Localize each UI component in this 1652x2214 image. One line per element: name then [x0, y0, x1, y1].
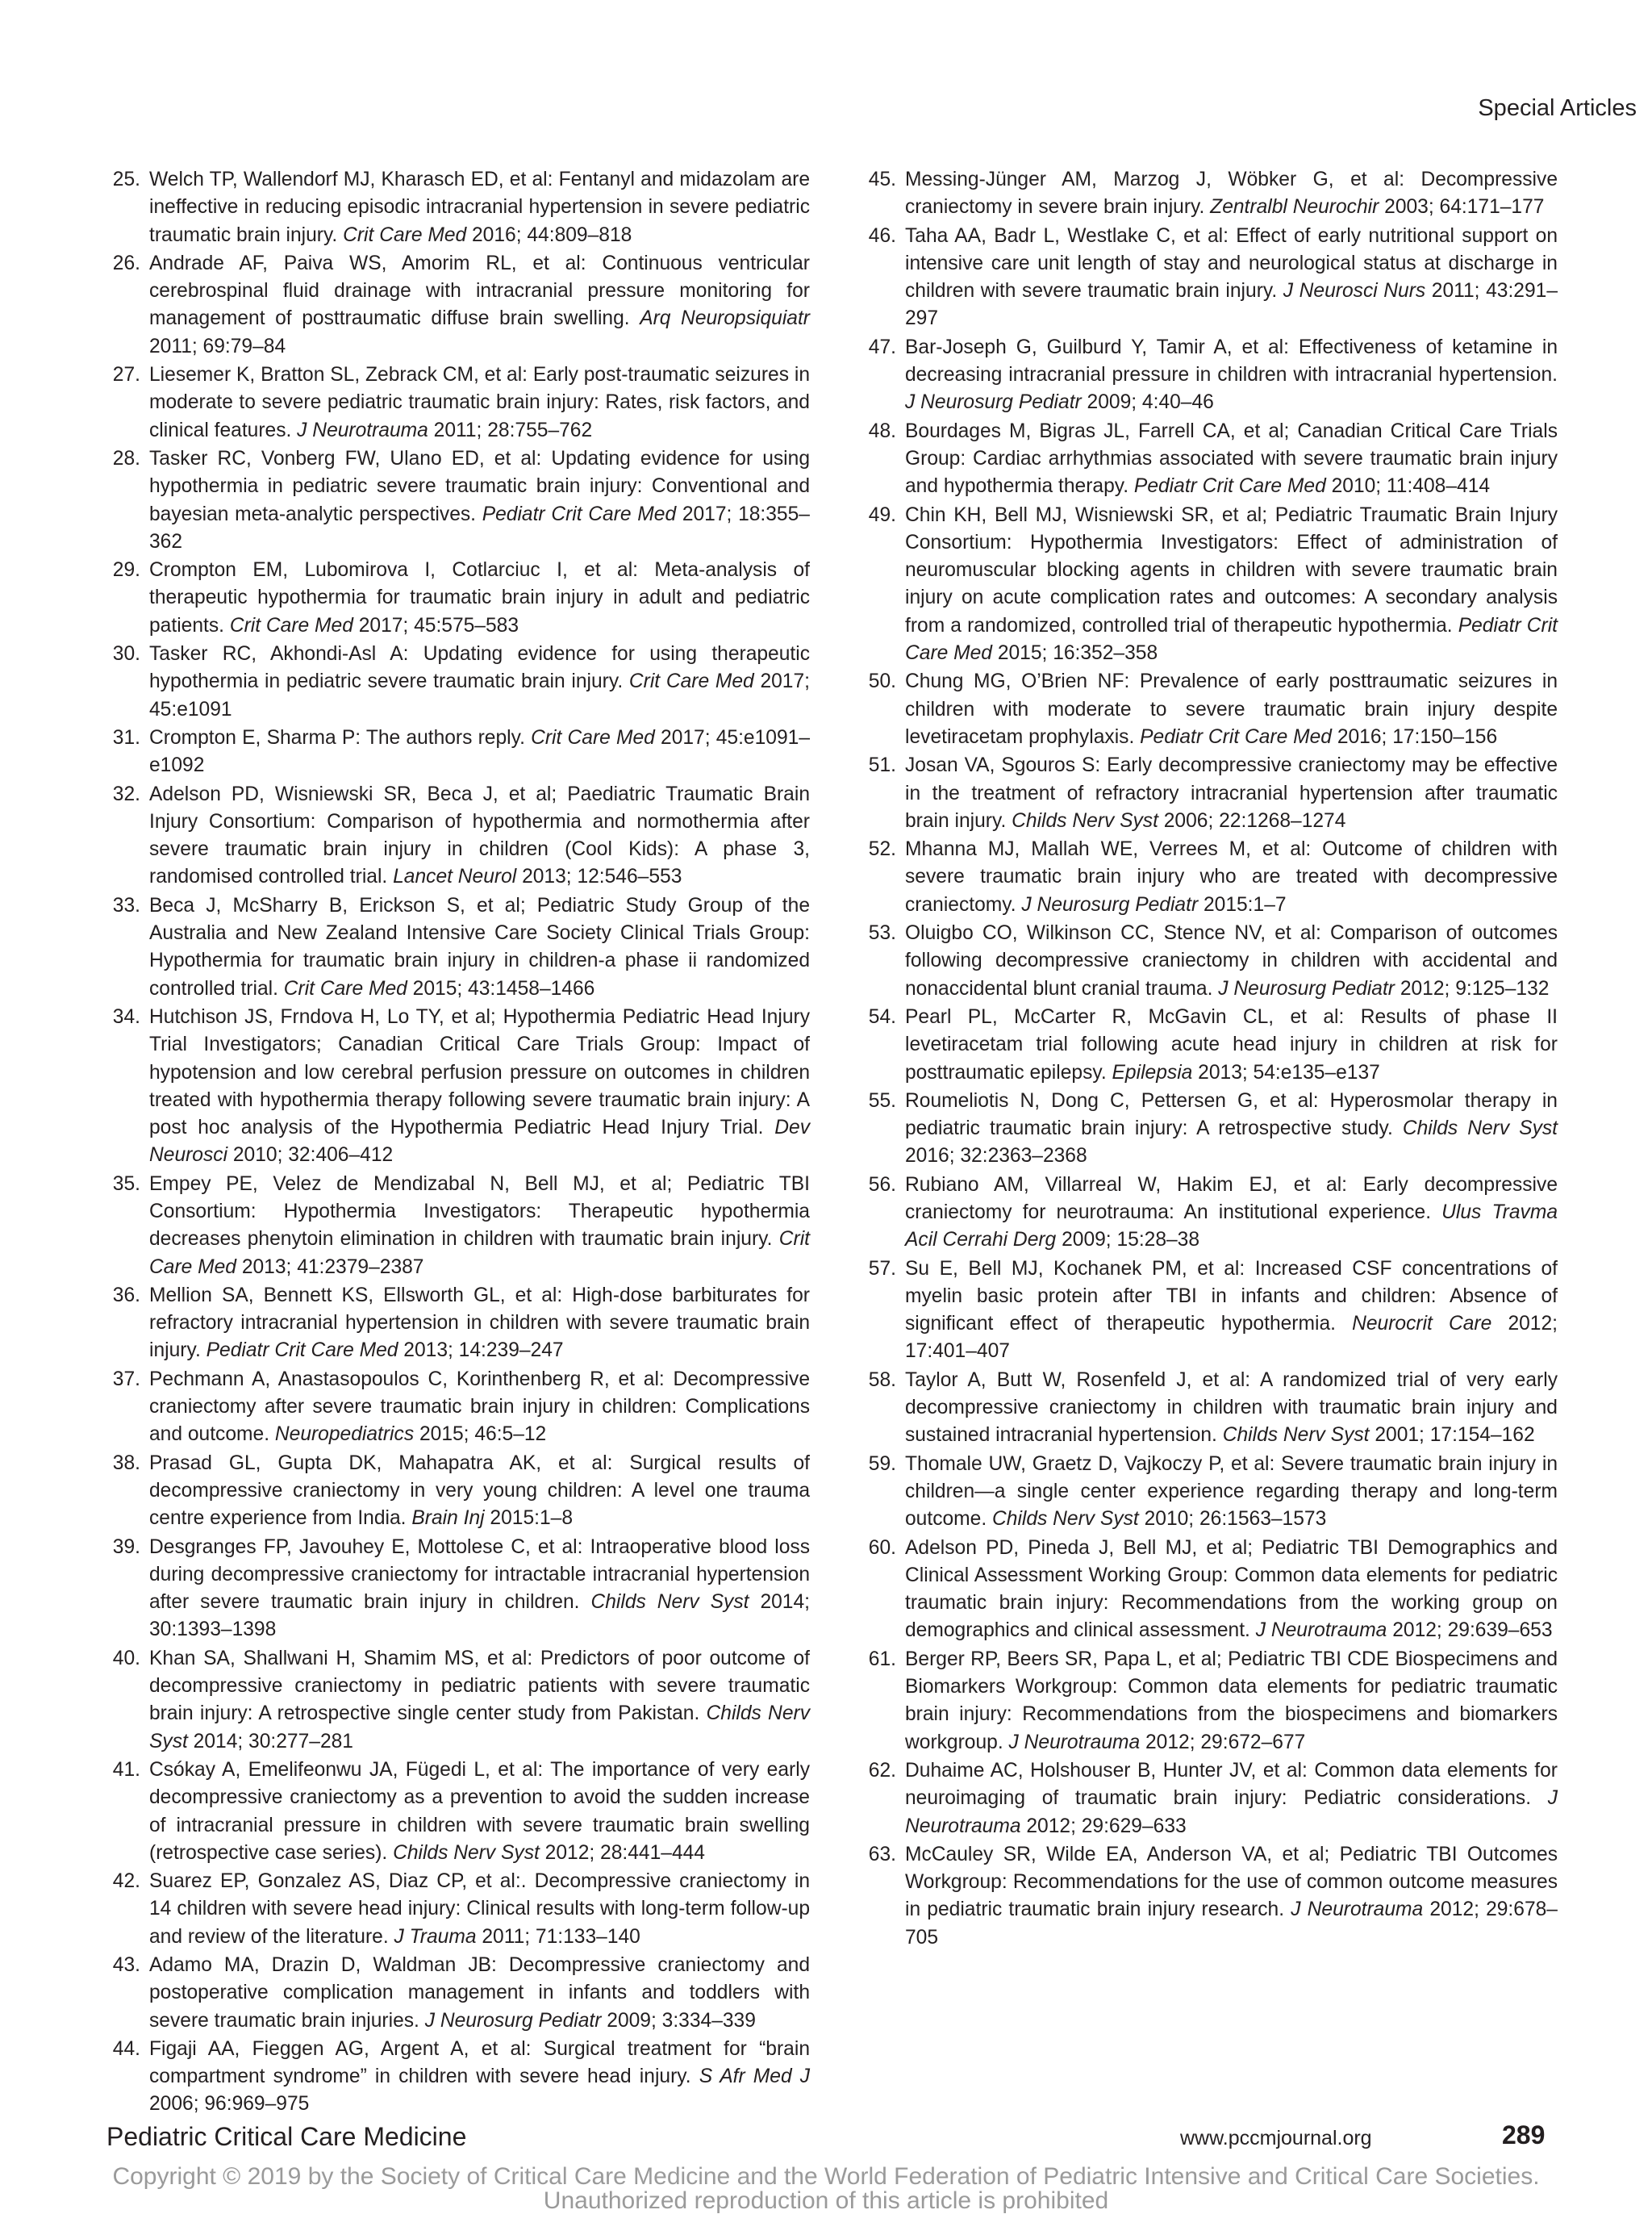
reference-item: [864, 223, 1558, 333]
reference-citation: 2015; 46:5–12: [414, 1423, 547, 1446]
reference-number: 34.: [112, 1005, 140, 1028]
reference-item: [108, 1952, 810, 2035]
reference-item: [864, 1172, 1558, 1255]
reference-number: 41.: [112, 1758, 140, 1781]
reference-item: [108, 1171, 810, 1281]
reference-journal: Epilepsia: [1112, 1061, 1193, 1084]
reference-journal: Lancet Neurol: [393, 866, 517, 888]
reference-journal: J Neurosci Nurs: [1283, 280, 1426, 303]
reference-body: [149, 725, 810, 780]
reference-item: [864, 1451, 1558, 1534]
reference-journal: Neuropediatrics: [274, 1423, 415, 1446]
reference-number: 32.: [112, 783, 140, 805]
reference-journal: Crit Care Med: [531, 726, 655, 749]
reference-item: [108, 1004, 810, 1170]
reference-body: [905, 836, 1558, 919]
reference-body: [905, 1646, 1558, 1757]
reference-body: [905, 502, 1558, 668]
reference-number: 28.: [112, 447, 140, 470]
reference-citation: 2017; 18:355–362: [149, 503, 810, 553]
reference-journal: Pediatr Crit Care Med: [905, 614, 1558, 665]
reference-item: [108, 1450, 810, 1533]
reference-citation: 2012; 17:401–407: [905, 1313, 1558, 1363]
copyright-notice: [0, 2165, 1652, 2213]
reference-text: Crompton EM, Lubomirova I, Cotlarciuc I, et al: Meta-analysis of therapeutic hypothermia for traumatic brain injury in adult and pediatric patients.: [149, 559, 810, 637]
reference-item: [108, 445, 810, 556]
reference-item: [864, 1535, 1558, 1645]
reference-journal: Childs Nerv Syst: [1012, 809, 1158, 832]
reference-citation: 2012; 29:639–653: [1387, 1619, 1553, 1642]
reference-body: [905, 1757, 1558, 1840]
reference-citation: 2009; 15:28–38: [1056, 1229, 1200, 1251]
reference-body: [905, 1172, 1558, 1255]
reference-text: Pearl PL, McCarter R, McGavin CL, et al: Results of phase II levetiracetam trial following acute head injury in children at risk for posttraumatic epilepsy.: [905, 1005, 1558, 1084]
reference-number: 49.: [868, 503, 896, 526]
reference-journal: Pediatr Crit Care Med: [206, 1339, 398, 1362]
reference-citation: 2009; 3:334–339: [601, 2009, 756, 2032]
references-column-right: [864, 166, 1558, 1953]
reference-body: [905, 1088, 1558, 1171]
reference-journal: Pediatr Crit Care Med: [1140, 725, 1332, 748]
reference-journal: Brain Inj: [411, 1507, 485, 1530]
reference-text: Bourdages M, Bigras JL, Farrell CA, et al; Canadian Critical Care Trials Group: Cardiac arrhythmias associated with severe traumatic brain injury and hypothermia therapy.: [905, 420, 1558, 498]
reference-text: Duhaime AC, Holshouser B, Hunter JV, et al: Common data elements for neuroimaging of traumatic brain injury: Pediatric considerations.: [905, 1759, 1558, 1810]
reference-citation: 2012; 29:629–633: [1020, 1815, 1187, 1837]
reference-text: Empey PE, Velez de Mendizabal N, Bell MJ, et al; Pediatric TBI Consortium: Hypothermia Investigators: Therapeutic hypothermia decreases phenytoin elimination in children with traumatic brain injury.: [149, 1172, 810, 1251]
reference-citation: 2006; 96:969–975: [149, 2093, 310, 2116]
reference-citation: 2014; 30:277–281: [187, 1730, 353, 1752]
reference-item: [864, 668, 1558, 751]
footer-journal-name: Pediatric Critical Care Medicine: [106, 2122, 467, 2151]
reference-number: 30.: [112, 643, 140, 666]
reference-text: Hutchison JS, Frndova H, Lo TY, et al; Hypothermia Pediatric Head Injury Trial Investigators; Canadian Critical Care Trials Group: Impact of hypotension and low cerebral perfusion pressure on outcomes in children treated with hypothermia therapy following severe traumatic brain injury: A post hoc analysis of the Hypothermia Pediatric Head Injury Trial.: [149, 1005, 810, 1139]
reference-body: [905, 334, 1558, 417]
references-column-left: [108, 166, 810, 2120]
reference-text: Adelson PD, Wisniewski SR, Beca J, et al; Paediatric Traumatic Brain Injury Consortium: Comparison of hypothermia and normothermia after severe traumatic brain injury in children (Cool Kids): A phase 3, randomised controlled trial.: [149, 783, 810, 888]
reference-citation: 2016; 44:809–818: [466, 223, 632, 246]
reference-journal: J Neurosurg Pediatr: [1021, 893, 1199, 916]
reference-item: [108, 641, 810, 724]
reference-text: Taylor A, Butt W, Rosenfeld J, et al: A randomized trial of very early decompressive craniectomy in children with traumatic brain injury and sustained intracranial hypertension.: [905, 1368, 1558, 1447]
reference-number: 62.: [868, 1759, 896, 1782]
reference-body: [149, 445, 810, 556]
reference-number: 57.: [868, 1257, 896, 1280]
reference-body: [149, 166, 810, 249]
reference-number: 51.: [868, 754, 896, 777]
reference-number: 33.: [112, 894, 140, 917]
reference-journal: J Neurotrauma: [297, 419, 428, 441]
reference-citation: 2013; 41:2379–2387: [236, 1255, 424, 1278]
reference-item: [864, 502, 1558, 668]
reference-journal: J Neurotrauma: [1255, 1619, 1387, 1642]
reference-number: 55.: [868, 1089, 896, 1112]
reference-citation: 2017; 45:e1091: [149, 670, 810, 721]
reference-text: Figaji AA, Fieggen AG, Argent A, et al: Surgical treatment for “brain compartment syndrome” in children with severe head injury.: [149, 2037, 810, 2088]
reference-body: [149, 2036, 810, 2119]
reference-text: Berger RP, Beers SR, Papa L, et al; Pediatric TBI CDE Biospecimens and Biomarkers Workgroup: Common data elements for pediatric traumatic brain injury: Recommendations from the biospecimens and biomarkers workgroup.: [905, 1648, 1558, 1753]
reference-number: 46.: [868, 224, 896, 247]
reference-item: [864, 1646, 1558, 1757]
reference-number: 38.: [112, 1452, 140, 1474]
reference-journal: Childs Nerv Syst: [149, 1702, 810, 1752]
reference-journal: J Neurotrauma: [905, 1787, 1558, 1837]
reference-item: [108, 361, 810, 445]
reference-item: [108, 250, 810, 361]
reference-body: [905, 1841, 1558, 1952]
reference-journal: J Neurotrauma: [1291, 1899, 1424, 1921]
reference-journal: Crit Care Med: [229, 614, 353, 637]
reference-body: [905, 1535, 1558, 1645]
reference-item: [108, 1757, 810, 1867]
reference-number: 54.: [868, 1005, 896, 1028]
reference-journal: J Trauma: [394, 1925, 477, 1948]
reference-citation: 2014; 30:1393–1398: [149, 1591, 810, 1641]
reference-text: Josan VA, Sgouros S: Early decompressive craniectomy may be effective in the treatment of refractory intracranial hypertension after traumatic brain injury.: [905, 754, 1558, 832]
reference-citation: 2015; 43:1458–1466: [407, 977, 595, 1000]
reference-text: Tasker RC, Vonberg FW, Ulano ED, et al: Updating evidence for using hypothermia in pediatric severe traumatic brain injury: Conventional and bayesian meta-analytic perspectives.: [149, 447, 810, 525]
reference-citation: 2011; 71:133–140: [476, 1925, 640, 1948]
reference-journal: Arq Neuropsiquiatr: [640, 307, 810, 330]
reference-number: 50.: [868, 670, 896, 693]
reference-citation: 2015:1–8: [484, 1507, 574, 1530]
reference-text: Adamo MA, Drazin D, Waldman JB: Decompressive craniectomy and postoperative complication management in infants and toddlers with severe traumatic brain injuries.: [149, 1954, 810, 2032]
reference-body: [905, 223, 1558, 333]
reference-citation: 2013; 54:e135–e137: [1192, 1061, 1380, 1084]
reference-journal: S Afr Med J: [699, 2066, 810, 2088]
reference-journal: Childs Nerv Syst: [1402, 1117, 1558, 1140]
reference-citation: 2017; 45:575–583: [353, 614, 519, 637]
reference-journal: Ulus Travma Acil Cerrahi Derg: [905, 1201, 1558, 1251]
reference-item: [108, 892, 810, 1003]
reference-text: Prasad GL, Gupta DK, Mahapatra AK, et al: Surgical results of decompressive craniectomy in very young children: A level one trauma centre experience from India.: [149, 1452, 810, 1530]
reference-text: Roumeliotis N, Dong C, Pettersen G, et al: Hyperosmolar therapy in pediatric traumatic brain injury: A retrospective study.: [905, 1089, 1558, 1140]
reference-citation: 2012; 28:441–444: [539, 1841, 705, 1864]
reference-journal: Childs Nerv Syst: [393, 1841, 540, 1864]
reference-citation: 2015; 16:352–358: [991, 642, 1158, 665]
reference-number: 36.: [112, 1284, 140, 1306]
reference-journal: Crit Care Med: [283, 977, 407, 1000]
reference-body: [149, 641, 810, 724]
reference-number: 48.: [868, 420, 896, 442]
reference-body: [149, 1004, 810, 1170]
reference-text: Beca J, McSharry B, Erickson S, et al; Pediatric Study Group of the Australia and New Zealand Intensive Care Society Clinical Trials Group: Hypothermia for traumatic brain injury in children-a phase ii randomized controlled trial.: [149, 894, 810, 1000]
reference-citation: 2013; 12:546–553: [516, 866, 682, 888]
reference-item: [108, 166, 810, 249]
reference-journal: Crit Care Med: [149, 1228, 810, 1278]
reference-item: [864, 166, 1558, 222]
reference-journal: Crit Care Med: [628, 670, 754, 693]
reference-citation: 2015:1–7: [1198, 893, 1287, 916]
reference-text: Chung MG, O’Brien NF: Prevalence of early posttraumatic seizures in children with moderate to severe traumatic brain injury despite levetiracetam prophylaxis.: [905, 670, 1558, 748]
reference-body: [149, 1868, 810, 1951]
reference-body: [149, 1952, 810, 2035]
reference-body: [905, 418, 1558, 501]
reference-item: [864, 1004, 1558, 1087]
reference-body: [149, 1645, 810, 1756]
reference-item: [108, 781, 810, 892]
reference-body: [905, 1255, 1558, 1366]
page-number: 289: [1502, 2120, 1546, 2149]
reference-number: 25.: [112, 169, 140, 190]
reference-number: 29.: [112, 559, 140, 582]
reference-body: [905, 1451, 1558, 1534]
reference-number: 42.: [112, 1870, 140, 1893]
reference-number: 63.: [868, 1843, 896, 1865]
reference-item: [108, 1645, 810, 1756]
reference-item: [864, 1757, 1558, 1840]
reference-number: 27.: [112, 364, 140, 386]
reference-text: Suarez EP, Gonzalez AS, Diaz CP, et al:. Decompressive craniectomy in 14 children with severe head injury: Clinical results with long-term follow-up and review of the literature.: [149, 1870, 810, 1948]
reference-text: Su E, Bell MJ, Kochanek PM, et al: Increased CSF concentrations of myelin basic protein after TBI in infants and children: Absence of significant effect of therapeutic hypothermia.: [905, 1257, 1558, 1335]
reference-journal: Childs Nerv Syst: [1222, 1424, 1370, 1447]
copyright-line-1: Copyright © 2019 by the Society of Critical Care Medicine and the World Federation of Pediatric Intensive and Critical Care Societies.: [112, 2163, 1540, 2190]
reference-body: [149, 892, 810, 1003]
reference-text: Rubiano AM, Villarreal W, Hakim EJ, et al: Early decompressive craniectomy for neurotrauma: An institutional experience.: [905, 1173, 1558, 1223]
reference-body: [905, 752, 1558, 835]
reference-citation: 2016; 17:150–156: [1331, 725, 1498, 748]
reference-item: [864, 1255, 1558, 1366]
reference-citation: 2012; 29:672–677: [1140, 1731, 1306, 1753]
reference-journal: Childs Nerv Syst: [590, 1591, 749, 1614]
reference-item: [864, 418, 1558, 501]
reference-number: 40.: [112, 1647, 140, 1669]
reference-text: Tasker RC, Akhondi-Asl A: Updating evidence for using therapeutic hypothermia in pediatric severe traumatic brain injury.: [149, 643, 810, 693]
reference-number: 44.: [112, 2037, 140, 2060]
reference-text: Messing-Jünger AM, Marzog J, Wöbker G, et al: Decompressive craniectomy in severe brain injury.: [905, 169, 1558, 219]
reference-item: [108, 1534, 810, 1644]
reference-number: 45.: [868, 169, 896, 190]
reference-number: 53.: [868, 922, 896, 945]
reference-journal: Dev Neurosci: [149, 1117, 810, 1167]
reference-text: Pechmann A, Anastasopoulos C, Korinthenberg R, et al: Decompressive craniectomy after severe traumatic brain injury in children: Complications and outcome.: [149, 1368, 810, 1446]
footer-url[interactable]: www.pccmjournal.org: [1180, 2127, 1372, 2149]
reference-text: Welch TP, Wallendorf MJ, Kharasch ED, et al: Fentanyl and midazolam are ineffective in reducing episodic intracranial hypertension in severe pediatric traumatic brain injury.: [149, 169, 810, 246]
reference-number: 58.: [868, 1368, 896, 1391]
reference-number: 37.: [112, 1368, 140, 1390]
running-header: Special Articles: [1478, 95, 1637, 121]
reference-citation: 2012; 9:125–132: [1394, 977, 1550, 1000]
reference-text: Chin KH, Bell MJ, Wisniewski SR, et al; Pediatric Traumatic Brain Injury Consortium: Hypothermia Investigators: Effect of administration of neuromuscular blocking agents in children with severe traumatic brain injury on acute complication rates and outcomes: A secondary analysis from a randomized, controlled trial of therapeutic hypothermia.: [905, 503, 1558, 637]
reference-body: [149, 361, 810, 445]
reference-body: [149, 250, 810, 361]
reference-citation: 2012; 29:678–705: [905, 1899, 1558, 1949]
reference-body: [149, 781, 810, 892]
reference-text: Mellion SA, Bennett KS, Ellsworth GL, et al: High-dose barbiturates for refractory intracranial hypertension in children with severe traumatic brain injury.: [149, 1284, 810, 1362]
reference-citation: 2013; 14:239–247: [398, 1339, 564, 1362]
reference-body: [149, 1171, 810, 1281]
reference-citation: 2001; 17:154–162: [1369, 1424, 1535, 1447]
reference-journal: Pediatr Crit Care Med: [482, 503, 677, 525]
reference-body: [149, 1757, 810, 1867]
reference-number: 43.: [112, 1954, 140, 1976]
reference-body: [905, 1367, 1558, 1450]
reference-citation: 2009; 4:40–46: [1081, 391, 1214, 414]
reference-citation: 2017; 45:e1091–e1092: [149, 726, 810, 777]
reference-body: [905, 920, 1558, 1003]
reference-text: Oluigbo CO, Wilkinson CC, Stence NV, et al: Comparison of outcomes following decompressive craniectomy in children with accidental and nonaccidental blunt cranial trauma.: [905, 922, 1558, 1000]
reference-citation: 2006; 22:1268–1274: [1158, 809, 1346, 832]
reference-item: [864, 1367, 1558, 1450]
copyright-line-2: Unauthorized reproduction of this article is prohibited: [543, 2187, 1109, 2214]
reference-text: Taha AA, Badr L, Westlake C, et al: Effect of early nutritional support on intensive care unit length of stay and neurological status at discharge in children with severe traumatic brain injury.: [905, 224, 1558, 303]
reference-item: [864, 1088, 1558, 1171]
reference-item: [864, 836, 1558, 919]
reference-body: [905, 668, 1558, 751]
reference-number: 47.: [868, 336, 896, 358]
reference-number: 26.: [112, 252, 140, 274]
reference-text: Khan SA, Shallwani H, Shamim MS, et al: Predictors of poor outcome of decompressive craniectomy in pediatric patients with severe traumatic brain injury: A retrospective single center study from Pakistan.: [149, 1647, 810, 1725]
reference-item: [108, 1366, 810, 1449]
reference-journal: J Neurotrauma: [1008, 1731, 1141, 1753]
reference-text: Andrade AF, Paiva WS, Amorim RL, et al: Continuous ventricular cerebrospinal fluid drainage with intracranial pressure monitoring for management of posttraumatic diffuse brain swelling.: [149, 252, 810, 330]
reference-citation: 2011; 43:291–297: [905, 280, 1558, 330]
reference-text: Adelson PD, Pineda J, Bell MJ, et al; Pediatric TBI Demographics and Clinical Assessment Working Group: Common data elements for pediatric traumatic brain injury: Recommendations from the working group on demographics and clinical assessment.: [905, 1536, 1558, 1642]
reference-citation: 2003; 64:171–177: [1379, 196, 1545, 219]
reference-citation: 2011; 28:755–762: [428, 419, 593, 441]
reference-number: 61.: [868, 1648, 896, 1670]
reference-journal: J Neurosurg Pediatr: [1218, 977, 1395, 1000]
reference-citation: 2011; 69:79–84: [149, 335, 286, 357]
reference-item: [108, 725, 810, 780]
reference-item: [864, 1841, 1558, 1952]
reference-citation: 2016; 32:2363–2368: [905, 1145, 1087, 1168]
reference-item: [108, 1868, 810, 1951]
reference-item: [108, 1282, 810, 1365]
reference-citation: 2010; 32:406–412: [227, 1144, 394, 1167]
reference-text: Csókay A, Emelifeonwu JA, Fügedi L, et al: The importance of very early decompressive craniectomy as a prevention to avoid the sudden increase of intracranial pressure in children with severe traumatic brain swelling (retrospective case series).: [149, 1758, 810, 1864]
reference-item: [864, 334, 1558, 417]
reference-citation: 2010; 26:1563–1573: [1138, 1508, 1327, 1531]
reference-number: 60.: [868, 1536, 896, 1559]
reference-item: [108, 557, 810, 640]
reference-body: [149, 1366, 810, 1449]
reference-journal: Crit Care Med: [343, 223, 467, 246]
reference-text: Bar-Joseph G, Guilburd Y, Tamir A, et al: Effectiveness of ketamine in decreasing intracranial pressure in children with intracranial hypertension.: [905, 336, 1558, 386]
reference-body: [905, 1004, 1558, 1087]
reference-number: 56.: [868, 1173, 896, 1196]
reference-text: Crompton E, Sharma P: The authors reply.: [149, 726, 532, 749]
reference-item: [864, 920, 1558, 1003]
reference-body: [149, 557, 810, 640]
reference-text: Desgranges FP, Javouhey E, Mottolese C, et al: Intraoperative blood loss during decompressive craniectomy for intractable intracranial hypertension after severe traumatic brain injury in children.: [149, 1535, 810, 1614]
reference-journal: Childs Nerv Syst: [992, 1508, 1139, 1531]
reference-text: Liesemer K, Bratton SL, Zebrack CM, et al: Early post-traumatic seizures in moderate to severe pediatric traumatic brain injury: Rates, risk factors, and clinical features.: [149, 364, 810, 441]
reference-journal: Pediatr Crit Care Med: [1133, 475, 1326, 498]
reference-number: 59.: [868, 1452, 896, 1475]
reference-body: [149, 1450, 810, 1533]
reference-item: [864, 752, 1558, 835]
reference-item: [108, 2036, 810, 2119]
reference-journal: Neurocrit Care: [1352, 1313, 1492, 1335]
reference-number: 31.: [112, 726, 140, 749]
reference-text: McCauley SR, Wilde EA, Anderson VA, et al; Pediatric TBI Outcomes Workgroup: Recommendations for the use of common outcome measures in pediatric traumatic brain injury research.: [905, 1843, 1558, 1921]
reference-number: 39.: [112, 1535, 140, 1558]
reference-number: 52.: [868, 838, 896, 861]
reference-journal: J Neurosurg Pediatr: [424, 2009, 602, 2032]
reference-body: [905, 166, 1558, 222]
reference-journal: J Neurosurg Pediatr: [905, 391, 1082, 414]
reference-number: 35.: [112, 1172, 140, 1195]
reference-body: [149, 1534, 810, 1644]
reference-text: Thomale UW, Graetz D, Vajkoczy P, et al: Severe traumatic brain injury in children—a single center experience regarding therapy and long-term outcome.: [905, 1452, 1558, 1531]
reference-body: [149, 1282, 810, 1365]
reference-citation: 2010; 11:408–414: [1325, 475, 1491, 498]
reference-text: Mhanna MJ, Mallah WE, Verrees M, et al: Outcome of children with severe traumatic brain injury who are treated with decompressive craniectomy.: [905, 838, 1558, 916]
reference-journal: Zentralbl Neurochir: [1210, 196, 1379, 219]
